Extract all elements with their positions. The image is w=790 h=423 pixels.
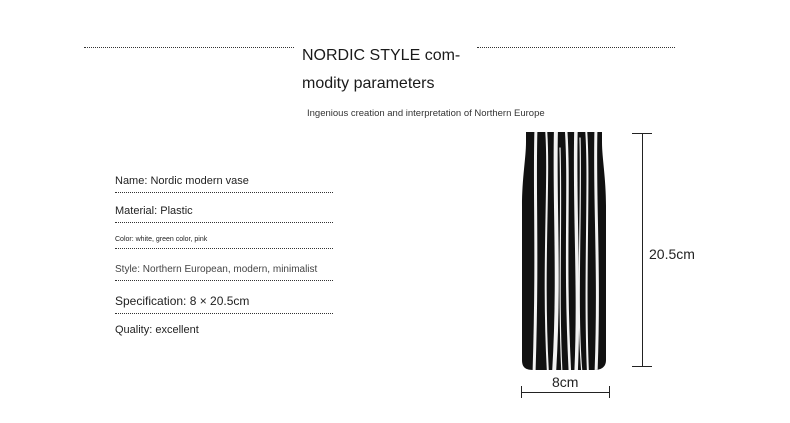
param-color: Color: white, green color, pink <box>115 236 333 249</box>
height-dimension-line <box>642 133 643 367</box>
height-cap-bottom <box>632 366 652 367</box>
header-rule-right <box>477 47 675 48</box>
width-dimension-line <box>522 392 610 393</box>
header-rule-left <box>84 47 294 48</box>
width-cap-right <box>609 386 610 398</box>
width-label: 8cm <box>552 374 579 390</box>
param-style: Style: Northern European, modern, minimalist <box>115 264 333 281</box>
page-subtitle: Ingenious creation and interpretation of Northern Europe <box>307 108 545 119</box>
param-material: Material: Plastic <box>115 205 333 223</box>
param-specification: Specification: 8 × 20.5cm <box>115 294 333 314</box>
height-label: 20.5cm <box>649 246 695 262</box>
vase-image <box>516 128 612 374</box>
param-name: Name: Nordic modern vase <box>115 175 333 193</box>
page-title: NORDIC STYLE com-modity parameters <box>302 47 461 92</box>
param-quality: Quality: excellent <box>115 324 199 336</box>
